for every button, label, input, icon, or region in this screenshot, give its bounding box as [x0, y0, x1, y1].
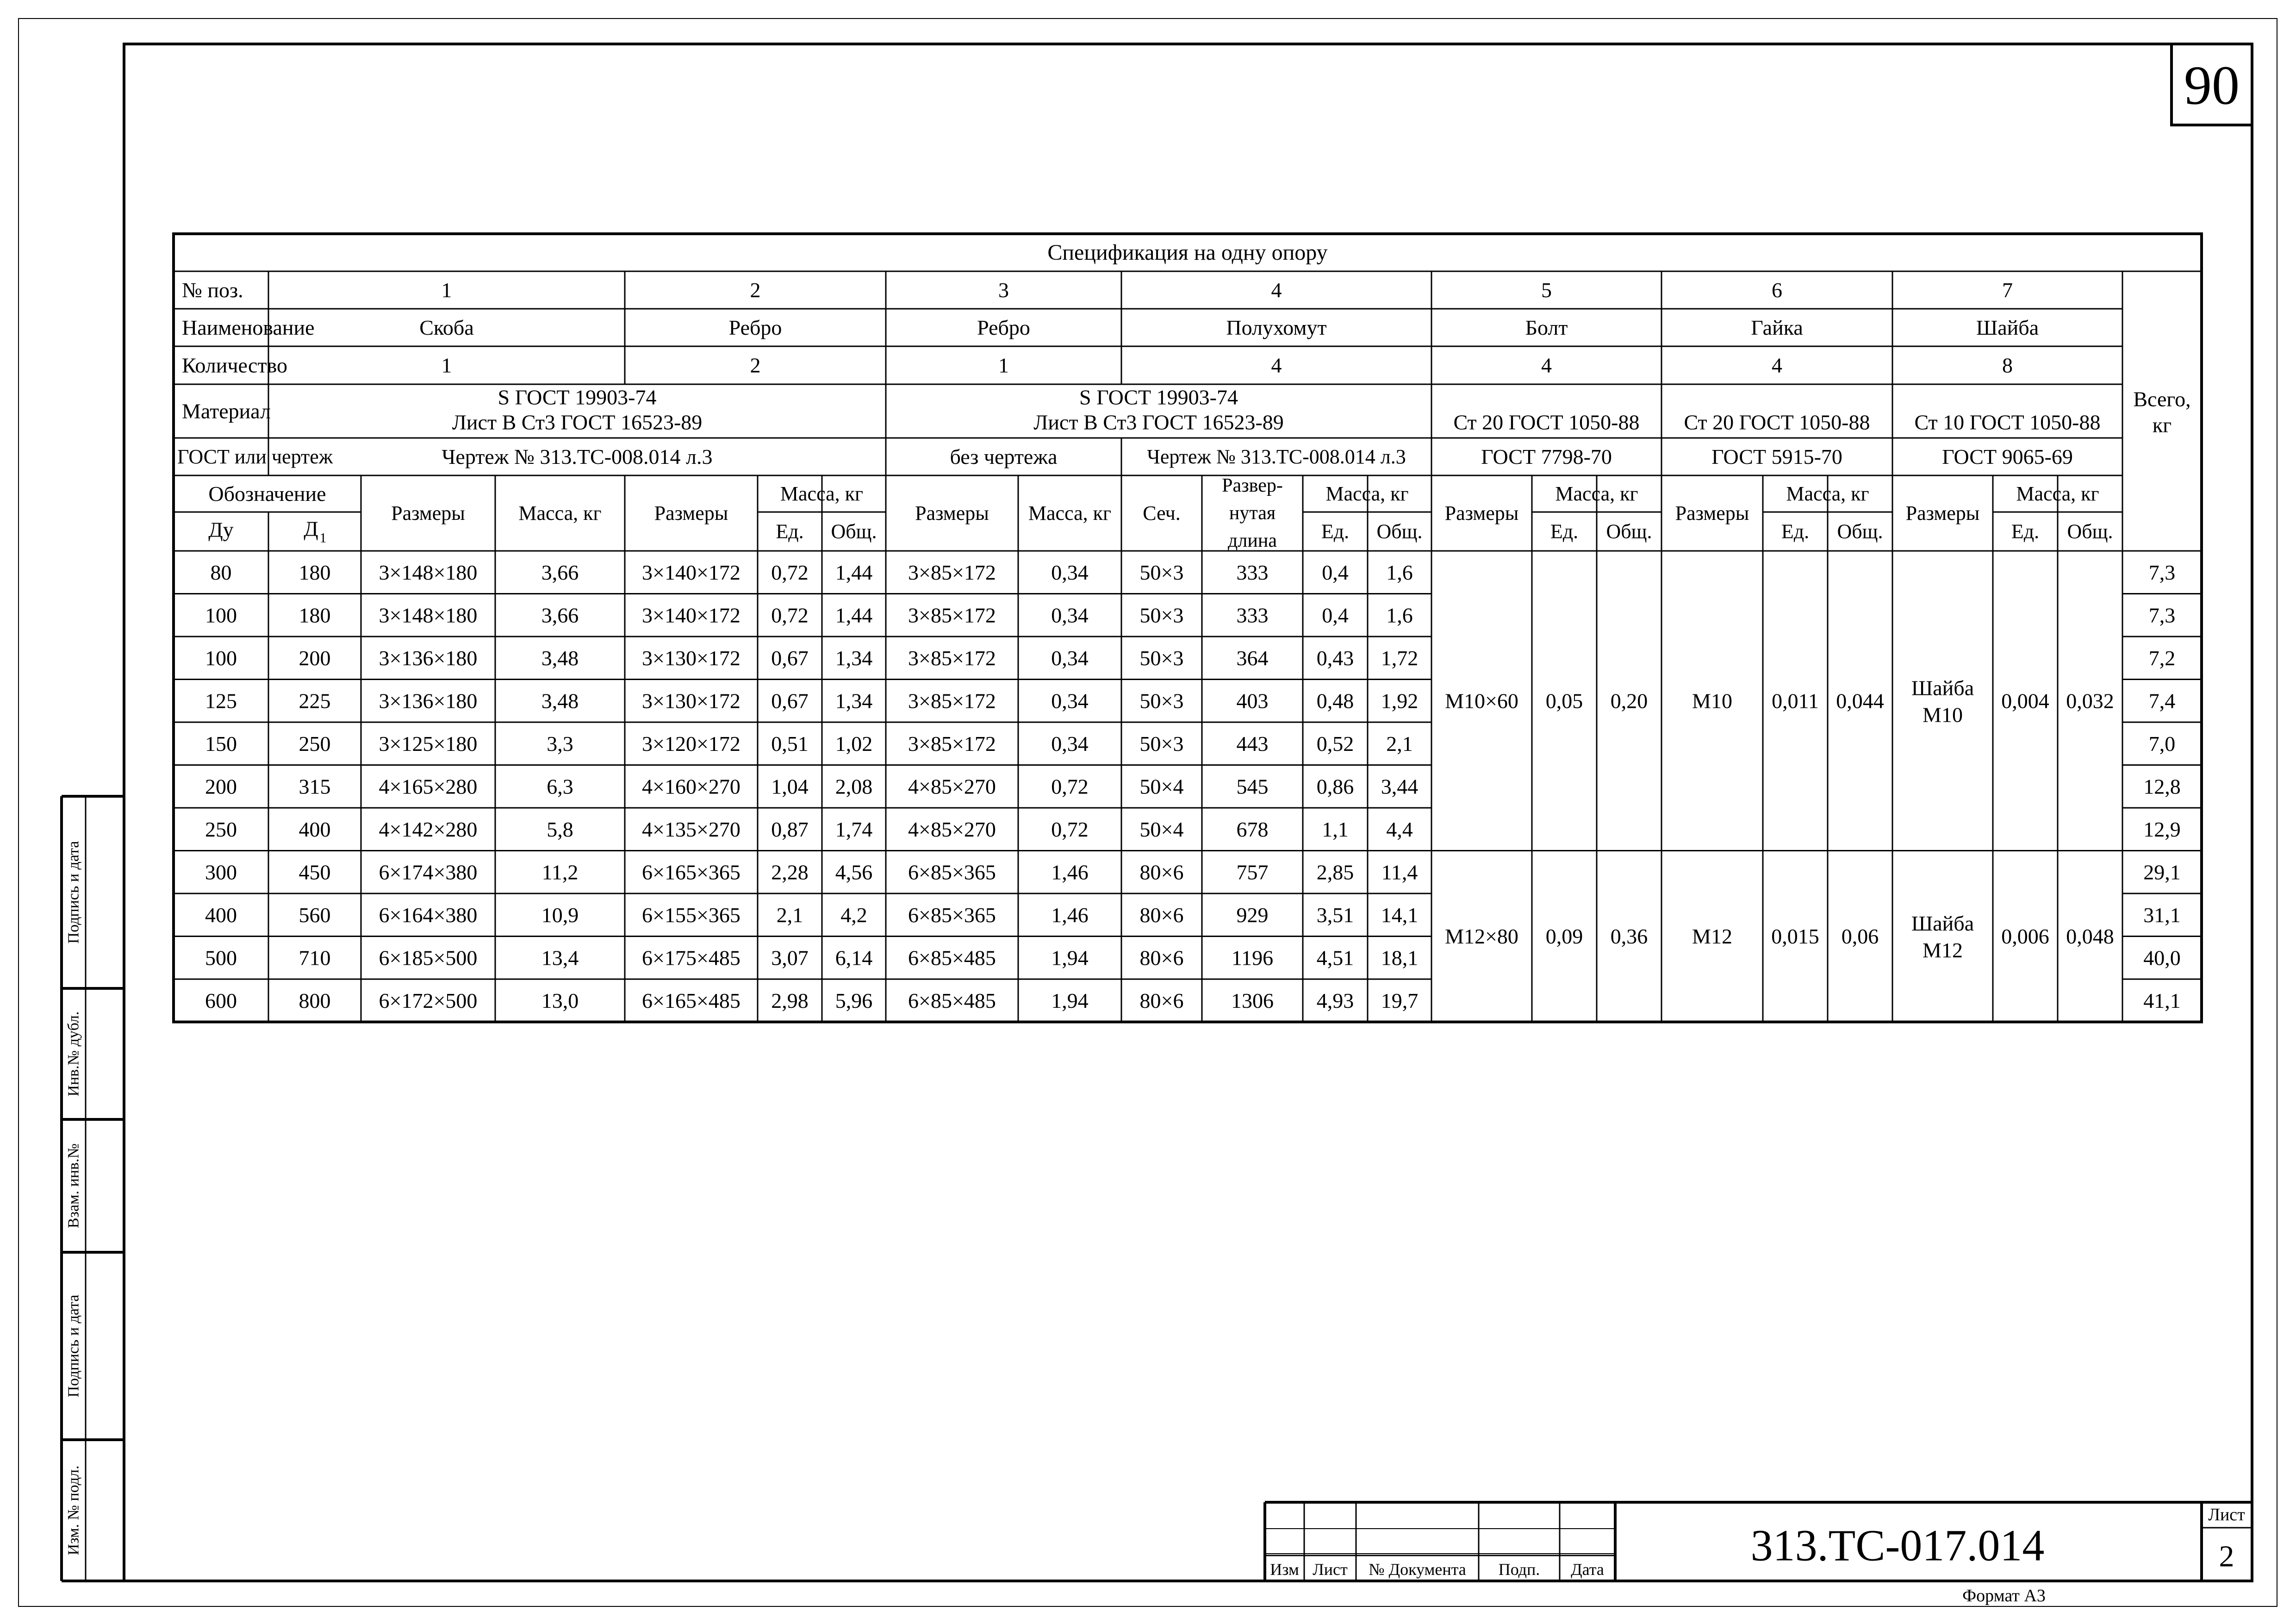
- data-cell: 6,3: [547, 775, 573, 799]
- data-cell: 3×130×172: [642, 646, 740, 670]
- data-cell: 3×85×172: [908, 646, 996, 670]
- data-cell: 50×3: [1139, 646, 1184, 670]
- data-cell: 1,72: [1381, 646, 1419, 670]
- data-cell: 545: [1236, 775, 1269, 799]
- subheader-obsch: Общ.: [1606, 520, 1652, 543]
- data-cell: 3,3: [547, 731, 573, 756]
- data-cell: 3,44: [1381, 775, 1419, 799]
- data-cell: 200: [205, 775, 237, 799]
- gost-ref: без чертежа: [950, 445, 1058, 468]
- data-cell: 0,34: [1051, 603, 1089, 627]
- nut-size: М10: [1692, 689, 1732, 713]
- data-cell: 10,9: [541, 903, 579, 927]
- data-cell: 4,2: [840, 903, 867, 927]
- data-cell: 0,72: [1051, 775, 1089, 799]
- pos-name: Шайба: [1976, 316, 2039, 339]
- data-cell: 1,44: [835, 603, 873, 627]
- gost-ref: ГОСТ 9065-69: [1942, 445, 2073, 468]
- data-cell: 13,0: [541, 988, 579, 1012]
- title-block-label: Лист: [1313, 1560, 1348, 1579]
- pos-number: 6: [1772, 278, 1782, 302]
- data-cell: 50×3: [1139, 689, 1184, 713]
- pos-qty: 4: [1772, 353, 1782, 377]
- side-stamp-label: Инв.№ дубл.: [65, 1011, 82, 1097]
- subheader-sizes: Размеры: [654, 502, 728, 525]
- bolt-size: М10×60: [1445, 689, 1518, 713]
- data-cell: 3×136×180: [379, 646, 478, 670]
- pos-qty: 4: [1271, 353, 1282, 377]
- data-cell: 2,1: [776, 903, 803, 927]
- data-cell: 80×6: [1139, 946, 1184, 970]
- data-cell: 0,48: [1316, 689, 1354, 713]
- data-cell: 0,72: [1051, 817, 1089, 841]
- pos-qty: 1: [441, 353, 452, 377]
- total-cell: 40,0: [2143, 946, 2181, 970]
- data-cell: 3×85×172: [908, 731, 996, 756]
- data-cell: 2,85: [1316, 860, 1354, 884]
- pos-name: Ребро: [728, 316, 782, 339]
- subheader-ed: Ед.: [1550, 520, 1579, 543]
- data-cell: 443: [1236, 731, 1269, 756]
- data-cell: 0,87: [771, 817, 809, 841]
- data-cell: 80×6: [1139, 988, 1184, 1012]
- data-cell: 6×165×365: [642, 860, 740, 884]
- label-material: Материал: [182, 399, 271, 423]
- title-block-label: Подп.: [1498, 1560, 1540, 1579]
- data-cell: 0,34: [1051, 731, 1089, 756]
- data-cell: 4,51: [1316, 946, 1354, 970]
- material-text: Ст 20 ГОСТ 1050-88: [1684, 410, 1870, 434]
- data-cell: 150: [205, 731, 237, 756]
- washer-name: Шайба: [1911, 676, 1974, 700]
- data-cell: 1,94: [1051, 946, 1089, 970]
- subheader-ed: Ед.: [1781, 520, 1810, 543]
- data-cell: 4×85×270: [908, 775, 996, 799]
- subheader-mass: Масса, кг: [1555, 482, 1638, 505]
- data-cell: 0,52: [1316, 731, 1354, 756]
- data-cell: 50×3: [1139, 731, 1184, 756]
- data-cell: 4×165×280: [379, 775, 478, 799]
- data-cell: 3×140×172: [642, 603, 740, 627]
- data-cell: 0,43: [1316, 646, 1354, 670]
- data-cell: 100: [205, 646, 237, 670]
- washer-mass-unit: 0,004: [2001, 689, 2049, 713]
- data-cell: 3×85×172: [908, 689, 996, 713]
- title-block-label: № Документа: [1369, 1560, 1466, 1579]
- pos-number: 3: [998, 278, 1009, 302]
- label-gost: ГОСТ или чертеж: [177, 445, 333, 468]
- data-cell: 4,56: [835, 860, 873, 884]
- data-cell: 3×130×172: [642, 689, 740, 713]
- total-cell: 12,9: [2143, 817, 2181, 841]
- total-cell: 41,1: [2143, 988, 2181, 1012]
- material-text: S ГОСТ 19903-74: [1079, 385, 1238, 409]
- data-cell: 6×175×485: [642, 946, 740, 970]
- gost-ref: ГОСТ 7798-70: [1481, 445, 1612, 468]
- bolt-mass-total: 0,36: [1610, 924, 1648, 948]
- washer-size: М12: [1923, 938, 1963, 962]
- data-cell: 125: [205, 689, 237, 713]
- title-block-label: Дата: [1571, 1560, 1604, 1579]
- nut-mass-unit: 0,015: [1771, 924, 1819, 948]
- data-cell: 3,51: [1316, 903, 1354, 927]
- pos-name: Скоба: [419, 316, 474, 339]
- data-cell: 6×85×365: [908, 860, 996, 884]
- bolt-size: М12×80: [1445, 924, 1518, 948]
- data-cell: 6×155×365: [642, 903, 740, 927]
- material-text: Ст 20 ГОСТ 1050-88: [1453, 410, 1640, 434]
- data-cell: 3×148×180: [379, 560, 478, 584]
- data-cell: 0,67: [771, 689, 809, 713]
- data-cell: 11,4: [1381, 860, 1418, 884]
- table-title: Спецификация на одну опору: [1047, 240, 1328, 265]
- subheader-length: длина: [1228, 530, 1277, 551]
- subheader-length: нутая: [1229, 502, 1276, 524]
- label-d1: Д: [304, 517, 318, 541]
- data-cell: 315: [299, 775, 331, 799]
- washer-name: Шайба: [1911, 912, 1974, 935]
- data-cell: 50×3: [1139, 560, 1184, 584]
- bolt-mass-unit: 0,09: [1545, 924, 1583, 948]
- label-total-unit: кг: [2152, 413, 2172, 437]
- pos-number: 2: [750, 278, 761, 302]
- data-cell: 1,92: [1381, 689, 1419, 713]
- data-cell: 333: [1236, 560, 1269, 584]
- subheader-mass: Масса, кг: [518, 502, 602, 525]
- data-cell: 3,66: [541, 603, 579, 627]
- data-cell: 3,66: [541, 560, 579, 584]
- data-cell: 500: [205, 946, 237, 970]
- subheader-ed: Ед.: [776, 520, 804, 543]
- data-cell: 3×120×172: [642, 731, 740, 756]
- data-cell: 6×185×500: [379, 946, 478, 970]
- pos-name: Полухомут: [1226, 316, 1327, 339]
- data-cell: 0,51: [771, 731, 809, 756]
- label-qty: Количество: [182, 353, 287, 377]
- washer-mass-total: 0,032: [2066, 689, 2114, 713]
- bolt-mass-total: 0,20: [1610, 689, 1648, 713]
- subheader-obsch: Общ.: [1376, 520, 1423, 543]
- data-cell: 1,74: [835, 817, 873, 841]
- label-du: Ду: [208, 518, 234, 542]
- subheader-length: Развер-: [1222, 475, 1283, 496]
- data-cell: 0,34: [1051, 560, 1089, 584]
- nut-mass-total: 0,06: [1841, 924, 1879, 948]
- data-cell: 1,34: [835, 689, 873, 713]
- data-cell: 200: [299, 646, 331, 670]
- data-cell: 710: [299, 946, 331, 970]
- data-cell: 1,94: [1051, 988, 1089, 1012]
- washer-mass-total: 0,048: [2066, 924, 2114, 948]
- label-name: Наименование: [182, 316, 315, 339]
- data-cell: 1,6: [1386, 560, 1413, 584]
- side-stamp-label: Взам. инв.№: [65, 1143, 82, 1229]
- data-cell: 400: [299, 817, 331, 841]
- material-text: Ст 10 ГОСТ 1050-88: [1914, 410, 2101, 434]
- data-cell: 1,46: [1051, 903, 1089, 927]
- data-cell: 3,48: [541, 689, 579, 713]
- data-cell: 3×136×180: [379, 689, 478, 713]
- subheader-mass: Масса, кг: [1325, 482, 1409, 505]
- data-cell: 50×4: [1139, 817, 1184, 841]
- data-cell: 6×164×380: [379, 903, 478, 927]
- sheet-label: Лист: [2208, 1505, 2245, 1524]
- subheader-sizes: Размеры: [1444, 502, 1519, 525]
- data-cell: 1,34: [835, 646, 873, 670]
- spec-table-frame: [174, 234, 2202, 1022]
- pos-number: 5: [1541, 278, 1552, 302]
- total-cell: 7,0: [2148, 731, 2176, 756]
- material-text: S ГОСТ 19903-74: [498, 385, 657, 409]
- data-cell: 1196: [1231, 946, 1274, 970]
- data-cell: 1,44: [835, 560, 873, 584]
- data-cell: 929: [1236, 903, 1269, 927]
- data-cell: 4×85×270: [908, 817, 996, 841]
- data-cell: 5,96: [835, 988, 873, 1012]
- data-cell: 80×6: [1139, 903, 1184, 927]
- data-cell: 364: [1236, 646, 1269, 670]
- data-cell: 1,46: [1051, 860, 1089, 884]
- washer-size: М10: [1923, 703, 1963, 727]
- data-cell: 11,2: [541, 860, 579, 884]
- data-cell: 0,4: [1322, 603, 1349, 627]
- data-cell: 3,07: [771, 946, 809, 970]
- data-cell: 678: [1236, 817, 1269, 841]
- data-cell: 50×4: [1139, 775, 1184, 799]
- data-cell: 50×3: [1139, 603, 1184, 627]
- data-cell: 225: [299, 689, 331, 713]
- data-cell: 14,1: [1381, 903, 1419, 927]
- gost-ref: Чертеж № 313.ТС-008.014 л.3: [442, 445, 713, 468]
- subheader-ed: Ед.: [1321, 520, 1350, 543]
- data-cell: 333: [1236, 603, 1269, 627]
- page-number: 90: [2184, 54, 2240, 116]
- data-cell: 4,4: [1386, 817, 1413, 841]
- data-cell: 4×142×280: [379, 817, 478, 841]
- title-block-label: Изм: [1270, 1560, 1299, 1579]
- data-cell: 80: [210, 560, 232, 584]
- data-cell: 1306: [1231, 988, 1274, 1012]
- nut-mass-unit: 0,011: [1772, 689, 1819, 713]
- data-cell: 600: [205, 988, 237, 1012]
- subheader-obsch: Общ.: [831, 520, 877, 543]
- data-cell: 0,67: [771, 646, 809, 670]
- data-cell: 0,4: [1322, 560, 1349, 584]
- subheader-ed: Ед.: [2011, 520, 2040, 543]
- data-cell: 403: [1236, 689, 1269, 713]
- data-cell: 180: [299, 603, 331, 627]
- total-cell: 7,3: [2148, 560, 2176, 584]
- data-cell: 4×160×270: [642, 775, 740, 799]
- data-cell: 6×174×380: [379, 860, 478, 884]
- pos-qty: 2: [750, 353, 761, 377]
- label-pos: № поз.: [182, 278, 243, 302]
- subheader-sizes: Размеры: [391, 502, 465, 525]
- nut-size: М12: [1692, 924, 1732, 948]
- data-cell: 5,8: [547, 817, 573, 841]
- data-cell: 6×165×485: [642, 988, 740, 1012]
- washer-mass-unit: 0,006: [2001, 924, 2049, 948]
- data-cell: 180: [299, 560, 331, 584]
- pos-qty: 1: [998, 353, 1009, 377]
- subheader-mass: Масса, кг: [1786, 482, 1869, 505]
- data-cell: 250: [205, 817, 237, 841]
- format-caption: Формат А3: [1962, 1586, 2046, 1605]
- data-cell: 0,72: [771, 560, 809, 584]
- total-cell: 12,8: [2143, 775, 2181, 799]
- subheader-section: Сеч.: [1143, 502, 1181, 525]
- data-cell: 300: [205, 860, 237, 884]
- data-cell: 3×148×180: [379, 603, 478, 627]
- pos-name: Гайка: [1751, 316, 1803, 339]
- data-cell: 2,28: [771, 860, 809, 884]
- data-cell: 0,34: [1051, 646, 1089, 670]
- document-designation: 313.ТС-017.014: [1750, 1520, 2045, 1570]
- subheader-obsch: Общ.: [2067, 520, 2113, 543]
- side-stamp-label: Подпись и дата: [65, 1294, 82, 1398]
- label-designation: Обозначение: [208, 482, 326, 506]
- side-stamp-label: Изм. № подл.: [65, 1465, 82, 1555]
- pos-name: Ребро: [977, 316, 1030, 339]
- data-cell: 6×85×485: [908, 988, 996, 1012]
- data-cell: 0,86: [1316, 775, 1354, 799]
- subheader-sizes: Размеры: [915, 502, 989, 525]
- pos-number: 4: [1271, 278, 1282, 302]
- nut-mass-total: 0,044: [1836, 689, 1884, 713]
- data-cell: 4,93: [1316, 988, 1354, 1012]
- gost-ref: ГОСТ 5915-70: [1711, 445, 1842, 468]
- data-cell: 0,72: [771, 603, 809, 627]
- subheader-mass: Масса, кг: [780, 482, 864, 505]
- total-cell: 29,1: [2143, 860, 2181, 884]
- subheader-sizes: Размеры: [1905, 502, 1980, 525]
- data-cell: 2,1: [1386, 731, 1413, 756]
- data-cell: 6×85×485: [908, 946, 996, 970]
- data-cell: 3×85×172: [908, 603, 996, 627]
- data-cell: 2,08: [835, 775, 873, 799]
- data-cell: 757: [1236, 860, 1269, 884]
- subheader-mass: Масса, кг: [1028, 502, 1112, 525]
- pos-qty: 4: [1541, 353, 1552, 377]
- side-stamp-label: Подпись и дата: [65, 841, 82, 944]
- data-cell: 19,7: [1381, 988, 1419, 1012]
- data-cell: 450: [299, 860, 331, 884]
- label-total: Всего,: [2133, 387, 2191, 411]
- data-cell: 18,1: [1381, 946, 1419, 970]
- data-cell: 13,4: [541, 946, 579, 970]
- data-cell: 1,6: [1386, 603, 1413, 627]
- data-cell: 3,48: [541, 646, 579, 670]
- data-cell: 1,02: [835, 731, 873, 756]
- pos-qty: 8: [2002, 353, 2013, 377]
- data-cell: 250: [299, 731, 331, 756]
- pos-name: Болт: [1525, 316, 1568, 339]
- data-cell: 400: [205, 903, 237, 927]
- data-cell: 100: [205, 603, 237, 627]
- data-cell: 560: [299, 903, 331, 927]
- data-cell: 80×6: [1139, 860, 1184, 884]
- table-texts: [65, 55, 2246, 1606]
- subheader-mass: Масса, кг: [2016, 482, 2099, 505]
- data-cell: 6×172×500: [379, 988, 478, 1012]
- pos-number: 7: [2002, 278, 2013, 302]
- drawing-frame: [124, 44, 2252, 1581]
- label-d1-subscript: 1: [319, 530, 327, 546]
- data-cell: 0,34: [1051, 689, 1089, 713]
- data-cell: 3×140×172: [642, 560, 740, 584]
- data-cell: 800: [299, 988, 331, 1012]
- material-text: Лист В Ст3 ГОСТ 16523-89: [452, 410, 703, 434]
- total-cell: 7,3: [2148, 603, 2176, 627]
- data-cell: 3×125×180: [379, 731, 478, 756]
- pos-number: 1: [441, 278, 452, 302]
- total-cell: 7,4: [2148, 689, 2176, 713]
- data-cell: 6×85×365: [908, 903, 996, 927]
- total-cell: 31,1: [2143, 903, 2181, 927]
- gost-ref: Чертеж № 313.ТС-008.014 л.3: [1147, 445, 1406, 468]
- data-cell: 1,1: [1322, 817, 1349, 841]
- bolt-mass-unit: 0,05: [1545, 689, 1583, 713]
- subheader-obsch: Общ.: [1837, 520, 1883, 543]
- data-cell: 1,04: [771, 775, 809, 799]
- sheet-value: 2: [2219, 1539, 2234, 1574]
- material-text: Лист В Ст3 ГОСТ 16523-89: [1033, 410, 1284, 434]
- data-cell: 3×85×172: [908, 560, 996, 584]
- data-cell: 6,14: [835, 946, 873, 970]
- subheader-sizes: Размеры: [1675, 502, 1749, 525]
- data-cell: 2,98: [771, 988, 809, 1012]
- total-cell: 7,2: [2148, 646, 2176, 670]
- data-cell: 4×135×270: [642, 817, 740, 841]
